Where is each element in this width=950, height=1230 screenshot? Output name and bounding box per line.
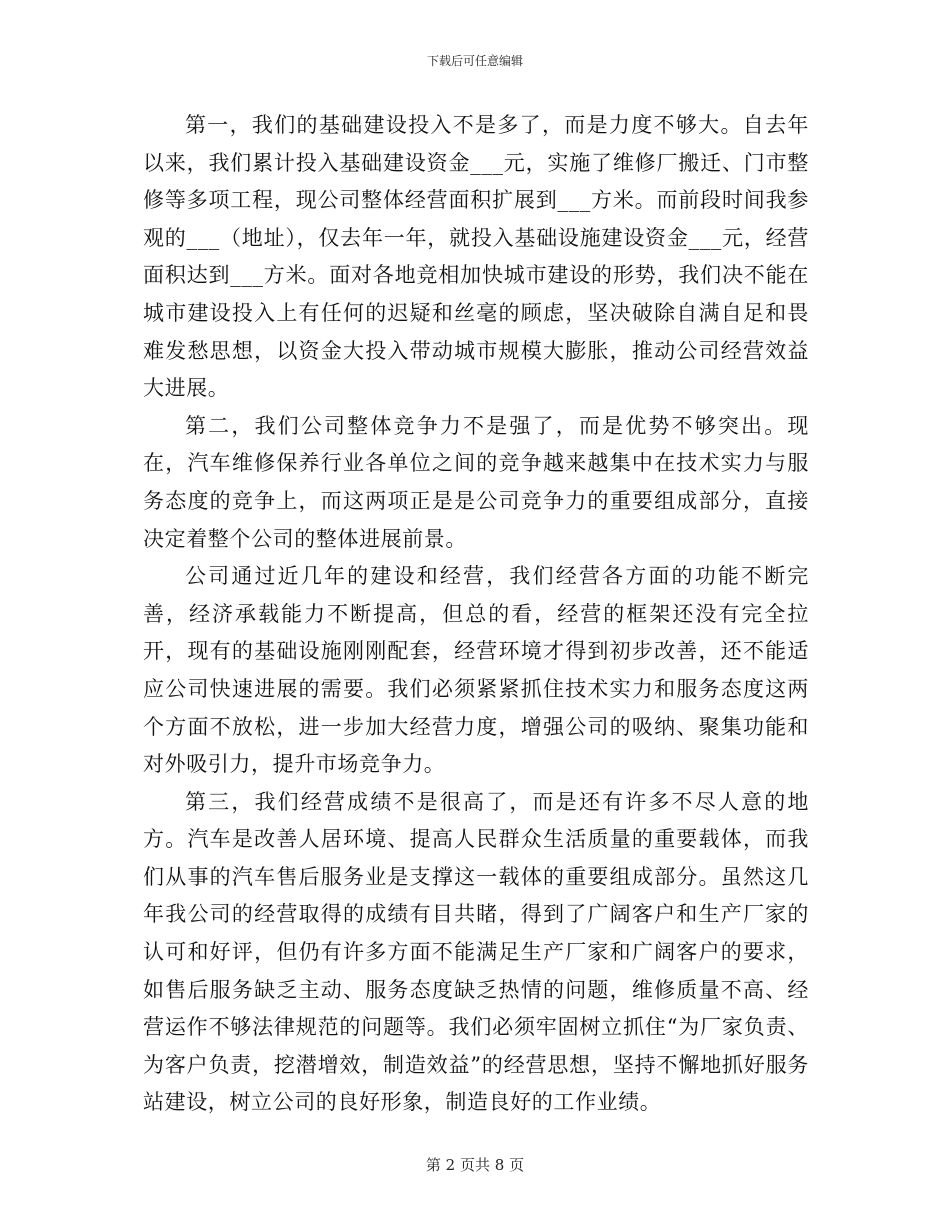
header-note: 下载后可任意编辑 [426, 54, 523, 68]
paragraph-competitiveness: 第二，我们公司整体竞争力不是强了，而是优势不够突出。现在，汽车维修保养行业各单位之间的竞争越来越集中在技术实力与服务态度的竞争上，而这两项正是是公司竞争力的重要组成部分，直接决定着整个公司的整体进展前景。 [143, 413, 809, 551]
page-number: 第 2 页共 8 页 [425, 1156, 525, 1174]
paragraph-operations: 公司通过近几年的建设和经营，我们经营各方面的功能不断完善，经济承载能力不断提高，但总的看，经营的框架还没有完全拉开，现有的基础设施刚刚配套，经营环境才得到初步改善，还不能适应公司快速进展的需要。我们必须紧紧抓住技术实力和服务态度这两个方面不放松，进一步加大经营力度，增强公司的吸纳、聚集功能和对外吸引力，提升市场竞争力。 [143, 564, 809, 777]
paragraph-performance: 第三，我们经营成绩不是很高了，而是还有许多不尽人意的地方。汽车是改善人居环境、提高人民群众生活质量的重要载体，而我们从事的汽车售后服务业是支撑这一载体的重要组成部分。虽然这几年我公司的经营取得的成绩有目共睹，得到了广阔客户和生产厂家的认可和好评，但仍有许多方面不能满足生产厂家和广阔客户的要求，如售后服务缺乏主动、服务态度缺乏热情的问题，维修质量不高、经营运作不够法律规范的问题等。我们必须牢固树立抓住“为厂家负责、为客户负责，挖潜增效，制造效益”的经营思想，坚持不懈地抓好服务站建设，树立公司的良好形象，制造良好的工作业绩。 [143, 789, 809, 1115]
document-body [143, 107, 809, 1122]
paragraph-infrastructure: 第一，我们的基础建设投入不是多了，而是力度不够大。自去年以来，我们累计投入基础建设资金___元，实施了维修厂搬迁、门市整修等多项工程，现公司整体经营面积扩展到___方米。而前段时间我参观的___（地址），仅去年一年，就投入基础设施建设资金___元，经营面积达到___方米。面对各地竞相加快城市建设的形势，我们决不能在城市建设投入上有任何的迟疑和丝毫的顾虑，坚决破除自满自足和畏难发愁思想，以资金大投入带动城市规模大膨胀，推动公司经营效益大进展。 [143, 113, 809, 401]
